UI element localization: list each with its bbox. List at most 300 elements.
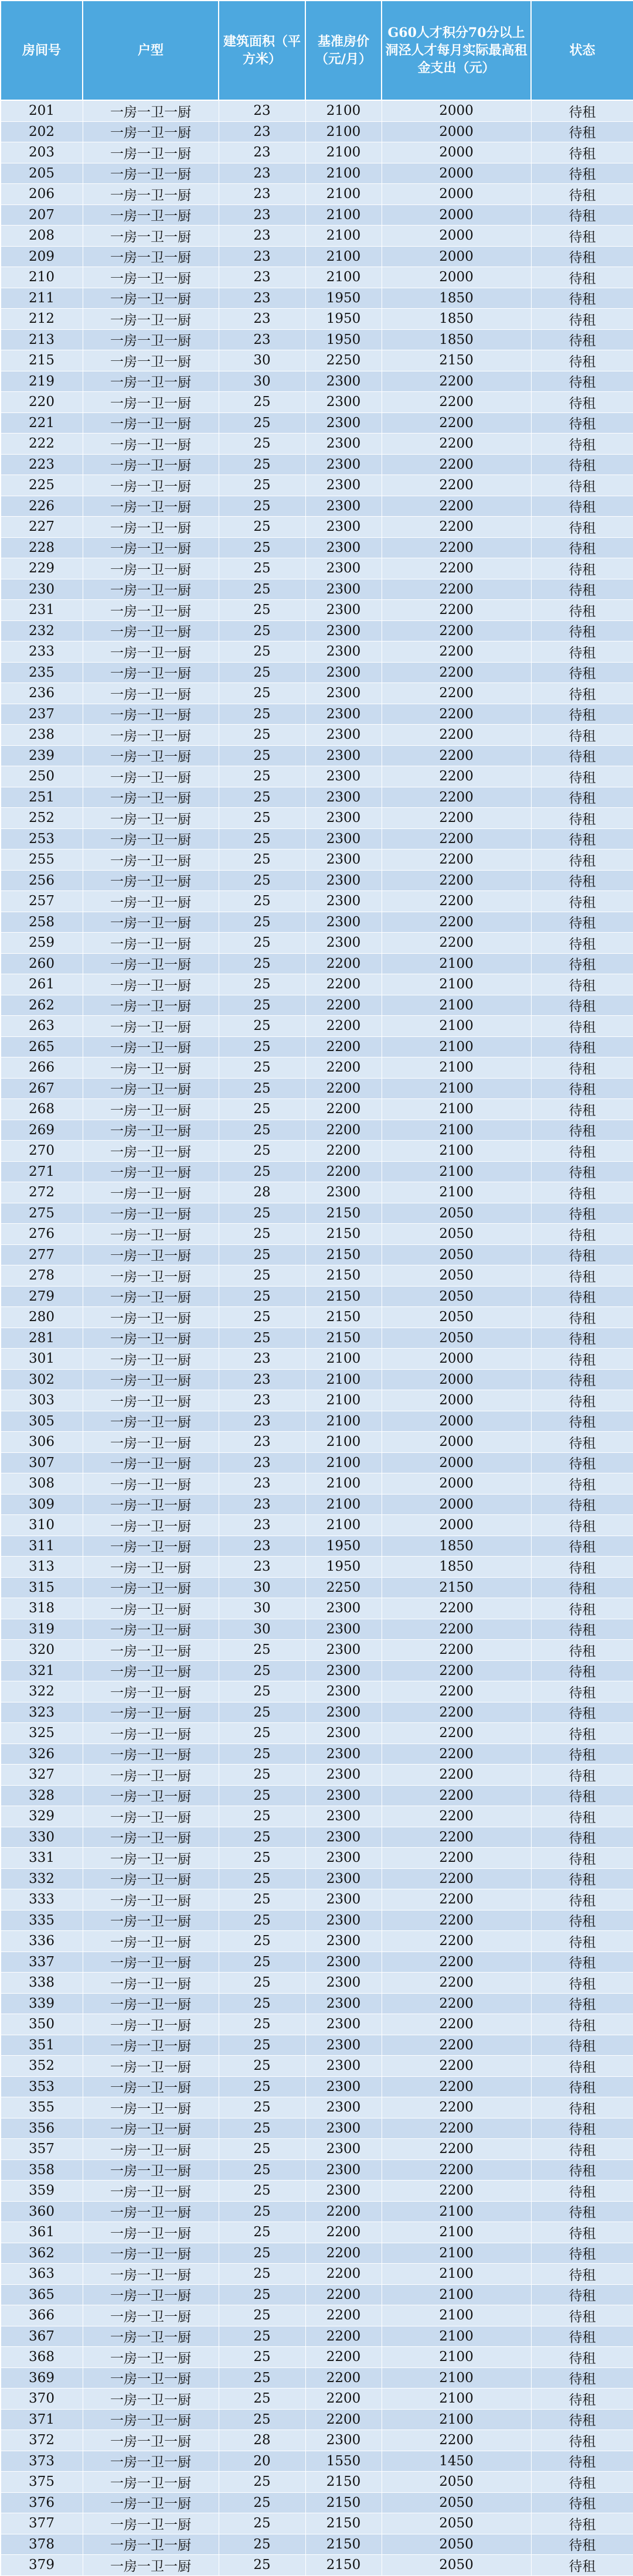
cell-talent-max-rent: 2150: [382, 350, 531, 371]
table-row: [1, 1182, 633, 1203]
cell-room-number: 335: [1, 1910, 83, 1931]
cell-talent-max-rent: 2100: [382, 1161, 531, 1182]
cell-floor-area: 25: [219, 828, 305, 849]
cell-unit-type: 一房一卫一厨: [83, 2056, 219, 2077]
cell-talent-max-rent: 2200: [382, 912, 531, 933]
table-row: [1, 1889, 633, 1910]
table-row: [1, 267, 633, 288]
header-floor-area: 建筑面积（平方米）: [219, 1, 305, 100]
cell-unit-type: 一房一卫一厨: [83, 1057, 219, 1079]
cell-talent-max-rent: 2050: [382, 1265, 531, 1287]
cell-base-rent: 2300: [305, 745, 382, 766]
table-row: [1, 1951, 633, 1973]
cell-talent-max-rent: 2200: [382, 475, 531, 496]
cell-talent-max-rent: 2200: [382, 2139, 531, 2160]
cell-floor-area: 23: [219, 204, 305, 226]
cell-base-rent: 2200: [305, 1036, 382, 1057]
cell-unit-type: 一房一卫一厨: [83, 517, 219, 538]
cell-floor-area: 25: [219, 2326, 305, 2347]
cell-base-rent: 2300: [305, 517, 382, 538]
cell-status: 待租: [531, 1619, 633, 1640]
table-row: [1, 828, 633, 849]
cell-room-number: 276: [1, 1224, 83, 1245]
cell-room-number: 253: [1, 828, 83, 849]
cell-status: 待租: [531, 1078, 633, 1099]
cell-status: 待租: [531, 2534, 633, 2555]
cell-base-rent: 2150: [305, 1286, 382, 1307]
cell-room-number: 277: [1, 1244, 83, 1265]
cell-talent-max-rent: 2100: [382, 2201, 531, 2222]
cell-status: 待租: [531, 2056, 633, 2077]
cell-talent-max-rent: 2200: [382, 1910, 531, 1931]
cell-base-rent: 2250: [305, 1577, 382, 1598]
cell-status: 待租: [531, 2305, 633, 2326]
table-row: [1, 2097, 633, 2118]
cell-base-rent: 2300: [305, 2014, 382, 2035]
cell-room-number: 321: [1, 1660, 83, 1681]
cell-unit-type: 一房一卫一厨: [83, 392, 219, 413]
cell-status: 待租: [531, 1702, 633, 1723]
cell-unit-type: 一房一卫一厨: [83, 100, 219, 121]
cell-room-number: 262: [1, 995, 83, 1016]
cell-floor-area: 25: [219, 933, 305, 954]
cell-base-rent: 2200: [305, 2201, 382, 2222]
table-row: [1, 309, 633, 330]
cell-floor-area: 25: [219, 2222, 305, 2243]
cell-status: 待租: [531, 1557, 633, 1578]
cell-talent-max-rent: 1850: [382, 1557, 531, 1578]
table-row: [1, 974, 633, 995]
cell-base-rent: 2300: [305, 1868, 382, 1889]
cell-base-rent: 2200: [305, 974, 382, 995]
cell-status: 待租: [531, 2201, 633, 2222]
table-row: [1, 1120, 633, 1141]
cell-base-rent: 2100: [305, 1452, 382, 1473]
table-row: [1, 558, 633, 579]
cell-base-rent: 2300: [305, 1931, 382, 1952]
cell-talent-max-rent: 2000: [382, 267, 531, 288]
cell-status: 待租: [531, 329, 633, 350]
cell-base-rent: 2300: [305, 1848, 382, 1869]
cell-base-rent: 2100: [305, 1515, 382, 1536]
cell-status: 待租: [531, 1993, 633, 2014]
cell-talent-max-rent: 2050: [382, 1203, 531, 1224]
cell-talent-max-rent: 2200: [382, 1806, 531, 1827]
cell-base-rent: 2300: [305, 766, 382, 787]
cell-floor-area: 25: [219, 2035, 305, 2056]
cell-unit-type: 一房一卫一厨: [83, 2347, 219, 2368]
cell-room-number: 357: [1, 2139, 83, 2160]
cell-base-rent: 1550: [305, 2451, 382, 2472]
table-row: [1, 912, 633, 933]
table-row: [1, 142, 633, 163]
table-row: [1, 1224, 633, 1245]
cell-floor-area: 25: [219, 1973, 305, 1994]
table-row: [1, 1806, 633, 1827]
cell-base-rent: 2100: [305, 184, 382, 205]
table-row: [1, 1244, 633, 1265]
cell-floor-area: 25: [219, 849, 305, 871]
cell-floor-area: 25: [219, 496, 305, 517]
cell-room-number: 307: [1, 1452, 83, 1473]
cell-room-number: 306: [1, 1432, 83, 1453]
cell-talent-max-rent: 1850: [382, 329, 531, 350]
cell-base-rent: 2100: [305, 1432, 382, 1453]
cell-base-rent: 2300: [305, 475, 382, 496]
cell-unit-type: 一房一卫一厨: [83, 1120, 219, 1141]
cell-room-number: 222: [1, 434, 83, 455]
cell-base-rent: 1950: [305, 1536, 382, 1557]
cell-floor-area: 25: [219, 2305, 305, 2326]
cell-base-rent: 2100: [305, 121, 382, 142]
cell-floor-area: 25: [219, 2409, 305, 2430]
cell-floor-area: 25: [219, 2264, 305, 2285]
cell-talent-max-rent: 2200: [382, 1660, 531, 1681]
table-row: [1, 350, 633, 371]
cell-base-rent: 2300: [305, 704, 382, 725]
cell-base-rent: 2200: [305, 1120, 382, 1141]
cell-room-number: 325: [1, 1723, 83, 1744]
cell-floor-area: 25: [219, 1286, 305, 1307]
table-row: [1, 2555, 633, 2576]
cell-status: 待租: [531, 309, 633, 330]
cell-floor-area: 25: [219, 1889, 305, 1910]
cell-talent-max-rent: 2200: [382, 1827, 531, 1848]
cell-floor-area: 25: [219, 1848, 305, 1869]
table-row: [1, 1765, 633, 1786]
cell-unit-type: 一房一卫一厨: [83, 1286, 219, 1307]
cell-room-number: 320: [1, 1640, 83, 1661]
cell-talent-max-rent: 2200: [382, 2118, 531, 2139]
cell-room-number: 371: [1, 2409, 83, 2430]
table-row: [1, 475, 633, 496]
cell-talent-max-rent: 2200: [382, 434, 531, 455]
cell-base-rent: 2300: [305, 1598, 382, 1619]
cell-unit-type: 一房一卫一厨: [83, 226, 219, 247]
cell-room-number: 266: [1, 1057, 83, 1079]
cell-room-number: 362: [1, 2243, 83, 2264]
cell-unit-type: 一房一卫一厨: [83, 2181, 219, 2202]
cell-unit-type: 一房一卫一厨: [83, 2264, 219, 2285]
cell-floor-area: 23: [219, 1452, 305, 1473]
cell-status: 待租: [531, 163, 633, 184]
cell-talent-max-rent: 2000: [382, 100, 531, 121]
cell-floor-area: 25: [219, 517, 305, 538]
cell-room-number: 206: [1, 184, 83, 205]
cell-status: 待租: [531, 2076, 633, 2097]
cell-floor-area: 25: [219, 2014, 305, 2035]
table-row: [1, 1536, 633, 1557]
cell-status: 待租: [531, 1057, 633, 1079]
cell-base-rent: 2300: [305, 642, 382, 663]
cell-status: 待租: [531, 1224, 633, 1245]
cell-status: 待租: [531, 704, 633, 725]
cell-room-number: 329: [1, 1806, 83, 1827]
cell-status: 待租: [531, 870, 633, 891]
cell-floor-area: 25: [219, 1868, 305, 1889]
cell-unit-type: 一房一卫一厨: [83, 600, 219, 621]
cell-base-rent: 2100: [305, 1411, 382, 1432]
cell-floor-area: 25: [219, 766, 305, 787]
cell-talent-max-rent: 1850: [382, 288, 531, 309]
cell-base-rent: 2250: [305, 350, 382, 371]
cell-floor-area: 25: [219, 1640, 305, 1661]
cell-unit-type: 一房一卫一厨: [83, 1369, 219, 1390]
table-row: [1, 1598, 633, 1619]
cell-unit-type: 一房一卫一厨: [83, 1702, 219, 1723]
cell-status: 待租: [531, 2181, 633, 2202]
cell-status: 待租: [531, 1432, 633, 1453]
cell-talent-max-rent: 2100: [382, 2347, 531, 2368]
cell-status: 待租: [531, 2472, 633, 2493]
cell-floor-area: 25: [219, 1141, 305, 1162]
cell-base-rent: 2300: [305, 933, 382, 954]
cell-floor-area: 23: [219, 267, 305, 288]
cell-unit-type: 一房一卫一厨: [83, 2513, 219, 2534]
cell-unit-type: 一房一卫一厨: [83, 662, 219, 683]
cell-floor-area: 25: [219, 2097, 305, 2118]
cell-unit-type: 一房一卫一厨: [83, 184, 219, 205]
table-row: [1, 891, 633, 912]
table-header: [1, 1, 633, 100]
table-row: [1, 2056, 633, 2077]
cell-status: 待租: [531, 226, 633, 247]
cell-status: 待租: [531, 2367, 633, 2389]
cell-floor-area: 25: [219, 579, 305, 600]
cell-base-rent: 2100: [305, 246, 382, 267]
cell-room-number: 215: [1, 350, 83, 371]
cell-floor-area: 25: [219, 1224, 305, 1245]
cell-room-number: 302: [1, 1369, 83, 1390]
cell-unit-type: 一房一卫一厨: [83, 2118, 219, 2139]
cell-talent-max-rent: 1850: [382, 1536, 531, 1557]
cell-unit-type: 一房一卫一厨: [83, 2097, 219, 2118]
cell-floor-area: 25: [219, 1827, 305, 1848]
cell-talent-max-rent: 2100: [382, 995, 531, 1016]
cell-base-rent: 2200: [305, 1161, 382, 1182]
cell-status: 待租: [531, 100, 633, 121]
cell-room-number: 211: [1, 288, 83, 309]
cell-status: 待租: [531, 1765, 633, 1786]
cell-status: 待租: [531, 891, 633, 912]
table-row: [1, 537, 633, 558]
cell-unit-type: 一房一卫一厨: [83, 2159, 219, 2181]
cell-status: 待租: [531, 246, 633, 267]
cell-room-number: 309: [1, 1494, 83, 1515]
cell-unit-type: 一房一卫一厨: [83, 2201, 219, 2222]
table-row: [1, 766, 633, 787]
cell-status: 待租: [531, 1827, 633, 1848]
cell-room-number: 281: [1, 1328, 83, 1349]
cell-room-number: 356: [1, 2118, 83, 2139]
cell-talent-max-rent: 2200: [382, 496, 531, 517]
cell-base-rent: 2200: [305, 995, 382, 1016]
table-row: [1, 434, 633, 455]
cell-status: 待租: [531, 1577, 633, 1598]
cell-floor-area: 25: [219, 1765, 305, 1786]
cell-floor-area: 25: [219, 1931, 305, 1952]
cell-status: 待租: [531, 1806, 633, 1827]
cell-floor-area: 30: [219, 371, 305, 392]
table-row: [1, 2076, 633, 2097]
table-row: [1, 371, 633, 392]
table-row: [1, 808, 633, 829]
cell-room-number: 280: [1, 1307, 83, 1328]
table-row: [1, 2118, 633, 2139]
cell-room-number: 270: [1, 1141, 83, 1162]
cell-unit-type: 一房一卫一厨: [83, 620, 219, 642]
cell-base-rent: 2200: [305, 2326, 382, 2347]
cell-unit-type: 一房一卫一厨: [83, 1349, 219, 1370]
cell-room-number: 318: [1, 1598, 83, 1619]
cell-unit-type: 一房一卫一厨: [83, 1536, 219, 1557]
cell-floor-area: 25: [219, 2076, 305, 2097]
cell-base-rent: 2100: [305, 204, 382, 226]
cell-status: 待租: [531, 2451, 633, 2472]
cell-status: 待租: [531, 1494, 633, 1515]
cell-status: 待租: [531, 392, 633, 413]
cell-unit-type: 一房一卫一厨: [83, 1078, 219, 1099]
cell-floor-area: 25: [219, 454, 305, 475]
cell-status: 待租: [531, 1328, 633, 1349]
cell-room-number: 372: [1, 2430, 83, 2451]
cell-room-number: 256: [1, 870, 83, 891]
cell-base-rent: 2300: [305, 1640, 382, 1661]
cell-unit-type: 一房一卫一厨: [83, 288, 219, 309]
cell-talent-max-rent: 2100: [382, 2264, 531, 2285]
cell-talent-max-rent: 2200: [382, 704, 531, 725]
cell-room-number: 331: [1, 1848, 83, 1869]
cell-talent-max-rent: 2000: [382, 121, 531, 142]
table-row: [1, 1411, 633, 1432]
cell-floor-area: 28: [219, 1182, 305, 1203]
cell-talent-max-rent: 2200: [382, 1993, 531, 2014]
cell-unit-type: 一房一卫一厨: [83, 142, 219, 163]
cell-room-number: 361: [1, 2222, 83, 2243]
cell-unit-type: 一房一卫一厨: [83, 2139, 219, 2160]
cell-status: 待租: [531, 2139, 633, 2160]
cell-unit-type: 一房一卫一厨: [83, 2389, 219, 2410]
cell-unit-type: 一房一卫一厨: [83, 725, 219, 746]
cell-talent-max-rent: 2000: [382, 1494, 531, 1515]
table-row: [1, 1141, 633, 1162]
cell-room-number: 337: [1, 1951, 83, 1973]
cell-talent-max-rent: 2000: [382, 246, 531, 267]
table-row: [1, 2181, 633, 2202]
table-row: [1, 1307, 633, 1328]
table-row: [1, 329, 633, 350]
cell-floor-area: 25: [219, 434, 305, 455]
cell-room-number: 328: [1, 1785, 83, 1806]
cell-talent-max-rent: 2100: [382, 2284, 531, 2305]
cell-unit-type: 一房一卫一厨: [83, 995, 219, 1016]
cell-status: 待租: [531, 849, 633, 871]
cell-talent-max-rent: 2000: [382, 1473, 531, 1495]
cell-unit-type: 一房一卫一厨: [83, 204, 219, 226]
cell-floor-area: 25: [219, 1660, 305, 1681]
cell-base-rent: 2200: [305, 1141, 382, 1162]
cell-unit-type: 一房一卫一厨: [83, 933, 219, 954]
cell-room-number: 258: [1, 912, 83, 933]
cell-floor-area: 28: [219, 2430, 305, 2451]
cell-unit-type: 一房一卫一厨: [83, 2305, 219, 2326]
cell-status: 待租: [531, 496, 633, 517]
cell-base-rent: 2150: [305, 1328, 382, 1349]
cell-unit-type: 一房一卫一厨: [83, 2555, 219, 2576]
cell-room-number: 303: [1, 1390, 83, 1411]
cell-unit-type: 一房一卫一厨: [83, 434, 219, 455]
cell-talent-max-rent: 2000: [382, 1390, 531, 1411]
cell-room-number: 377: [1, 2513, 83, 2534]
table-row: [1, 2243, 633, 2264]
cell-base-rent: 2300: [305, 1619, 382, 1640]
cell-status: 待租: [531, 204, 633, 226]
cell-floor-area: 23: [219, 100, 305, 121]
cell-floor-area: 25: [219, 558, 305, 579]
cell-floor-area: 25: [219, 475, 305, 496]
cell-status: 待租: [531, 1536, 633, 1557]
table-row: [1, 2430, 633, 2451]
cell-talent-max-rent: 2200: [382, 1681, 531, 1702]
cell-status: 待租: [531, 1244, 633, 1265]
cell-room-number: 203: [1, 142, 83, 163]
cell-floor-area: 25: [219, 1910, 305, 1931]
cell-floor-area: 25: [219, 2243, 305, 2264]
cell-talent-max-rent: 2000: [382, 1349, 531, 1370]
cell-floor-area: 25: [219, 412, 305, 434]
cell-status: 待租: [531, 2326, 633, 2347]
cell-base-rent: 2300: [305, 2181, 382, 2202]
cell-floor-area: 25: [219, 537, 305, 558]
cell-base-rent: 2300: [305, 1702, 382, 1723]
cell-floor-area: 25: [219, 787, 305, 808]
cell-room-number: 232: [1, 620, 83, 642]
cell-talent-max-rent: 2000: [382, 1411, 531, 1432]
cell-status: 待租: [531, 2284, 633, 2305]
cell-floor-area: 23: [219, 329, 305, 350]
cell-unit-type: 一房一卫一厨: [83, 163, 219, 184]
cell-base-rent: 2300: [305, 454, 382, 475]
cell-floor-area: 23: [219, 163, 305, 184]
cell-room-number: 208: [1, 226, 83, 247]
cell-unit-type: 一房一卫一厨: [83, 1973, 219, 1994]
cell-unit-type: 一房一卫一厨: [83, 1557, 219, 1578]
table-row: [1, 1286, 633, 1307]
table-row: [1, 163, 633, 184]
table-row: [1, 953, 633, 974]
cell-base-rent: 2200: [305, 1099, 382, 1120]
cell-room-number: 310: [1, 1515, 83, 1536]
table-row: [1, 121, 633, 142]
table-row: [1, 1057, 633, 1079]
cell-base-rent: 2200: [305, 1057, 382, 1079]
cell-room-number: 205: [1, 163, 83, 184]
cell-status: 待租: [531, 288, 633, 309]
cell-unit-type: 一房一卫一厨: [83, 2222, 219, 2243]
table-row: [1, 704, 633, 725]
cell-room-number: 315: [1, 1577, 83, 1598]
cell-base-rent: 2200: [305, 1016, 382, 1037]
cell-room-number: 351: [1, 2035, 83, 2056]
cell-talent-max-rent: 2000: [382, 142, 531, 163]
cell-talent-max-rent: 2200: [382, 1765, 531, 1786]
cell-base-rent: 2150: [305, 2513, 382, 2534]
cell-room-number: 313: [1, 1557, 83, 1578]
cell-talent-max-rent: 2150: [382, 1577, 531, 1598]
cell-floor-area: 23: [219, 1473, 305, 1495]
cell-status: 待租: [531, 1681, 633, 1702]
cell-unit-type: 一房一卫一厨: [83, 1951, 219, 1973]
